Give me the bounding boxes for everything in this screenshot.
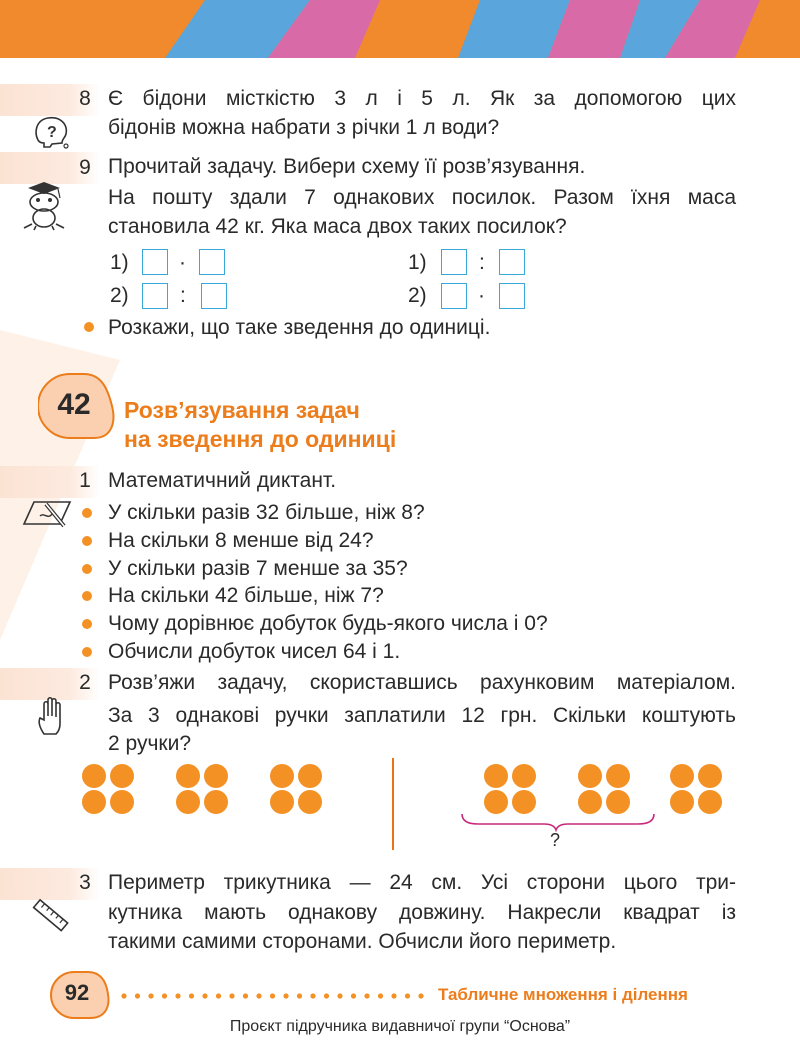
answer-box[interactable] (499, 283, 525, 309)
bullet-dot (82, 591, 92, 601)
bullet-dot (82, 619, 92, 629)
task-1-item: У скільки разів 7 менше за 35? (108, 557, 408, 580)
task-1-item: На скільки 42 більше, ніж 7? (108, 584, 384, 607)
task-9-bullet: Розкажи, що таке зведення до одиниці. (108, 316, 491, 339)
frog-graduate-icon (18, 180, 70, 232)
bullet-dot (82, 536, 92, 546)
task-1-item: На скільки 8 менше від 24? (108, 529, 374, 552)
pencil-notebook-icon (20, 494, 76, 530)
task-1-item: У скільки разів 32 більше, ніж 8? (108, 501, 425, 524)
footer-dot (324, 993, 329, 998)
footer-dot (162, 993, 167, 998)
counter-circle (176, 790, 200, 814)
counter-circle (82, 764, 106, 788)
divider-line (392, 758, 394, 850)
scheme-right-label-2: 2) (408, 284, 427, 307)
footer-dot (216, 993, 221, 998)
counter-circle (204, 764, 228, 788)
footer-dot (391, 993, 396, 998)
task-9-line-3: становила 42 кг. Яка маса двох таких посилок? (108, 215, 567, 238)
task-1-item: Обчисли добуток чисел 64 і 1. (108, 640, 401, 663)
counter-circle (270, 764, 294, 788)
task-1-item: Чому дорівнює добуток будь-якого числа і 0? (108, 612, 548, 635)
answer-box[interactable] (201, 283, 227, 309)
task-9-line-2: На пошту здали 7 однакових посилок. Разом їхня маса (108, 186, 736, 209)
footer-dot (405, 993, 410, 998)
footer-dot (310, 993, 315, 998)
scheme-right-op-2: · (478, 284, 485, 307)
header-decoration (0, 0, 800, 58)
group-brace (458, 810, 658, 832)
counter-circle (512, 764, 536, 788)
bullet-dot (82, 508, 92, 518)
footer-dot (121, 993, 126, 998)
counter-circle (298, 764, 322, 788)
counter-circle (698, 764, 722, 788)
footer-dot (256, 993, 261, 998)
counter-circle (670, 764, 694, 788)
bullet-dot (82, 564, 92, 574)
counter-circle (670, 790, 694, 814)
footer-dot (202, 993, 207, 998)
counter-circle (270, 790, 294, 814)
footer-dot (418, 993, 423, 998)
footer-dot (270, 993, 275, 998)
counter-circle (82, 790, 106, 814)
footer-dot (189, 993, 194, 998)
lesson-number: 42 (57, 388, 91, 421)
scheme-left-label-2: 2) (110, 284, 129, 307)
counter-circle (110, 790, 134, 814)
answer-box[interactable] (142, 283, 168, 309)
task-2-line-2: За 3 однакові ручки заплатили 12 грн. Скільки коштують (108, 704, 736, 727)
scheme-left-op-2: : (180, 284, 186, 307)
counter-circle (606, 764, 630, 788)
counter-circle (698, 790, 722, 814)
footer-dot (175, 993, 180, 998)
task-8-line-2: бідонів можна набрати з річки 1 л води? (108, 116, 500, 139)
lesson-title-line-1: Розв’язування задач (124, 397, 360, 423)
answer-box[interactable] (199, 249, 225, 275)
thinking-head-question-icon (32, 114, 72, 150)
counter-circle (110, 764, 134, 788)
scheme-left-op-1: · (179, 251, 186, 274)
task-3-line-2: кутника мають однакову довжину. Накресли квадрат із (108, 901, 736, 924)
hand-icon (36, 696, 70, 736)
bullet-dot (82, 647, 92, 657)
answer-box[interactable] (499, 249, 525, 275)
footer-dot (229, 993, 234, 998)
footer-dot (297, 993, 302, 998)
footer-dot (351, 993, 356, 998)
task-2-number: 2 (79, 671, 91, 694)
footer-section-title: Табличне множення і ділення (438, 985, 688, 1004)
header-band (0, 0, 800, 58)
footer-dot (135, 993, 140, 998)
task-9-line-1: Прочитай задачу. Вибери схему її розв’язування. (108, 155, 586, 178)
answer-box[interactable] (441, 249, 467, 275)
task-3-line-1: Периметр трикутника — 24 см. Усі сторони цього три- (108, 871, 736, 894)
footer-dot (364, 993, 369, 998)
task-8-number: 8 (79, 87, 91, 110)
task-3-line-3: такими самими сторонами. Обчисли його периметр. (108, 930, 617, 953)
footer-dot (378, 993, 383, 998)
footer-dot (283, 993, 288, 998)
task-9-number: 9 (79, 156, 91, 179)
counter-circle (176, 764, 200, 788)
task-3-number: 3 (79, 871, 91, 894)
scheme-right-label-1: 1) (408, 251, 427, 274)
scheme-left-label-1: 1) (110, 251, 129, 274)
task-2-line-1: Розв’яжи задачу, скориставшись рахунковим матеріалом. (108, 671, 736, 694)
footer-dots (118, 990, 438, 1002)
footer-credit: Проєкт підручника видавничої групи “Основа” (229, 1018, 571, 1035)
footer-dot (148, 993, 153, 998)
scheme-right-op-1: : (479, 251, 485, 274)
ruler-icon (30, 898, 70, 934)
task-8-line-1: Є бідони місткістю 3 л і 5 л. Як за допомогою цих (108, 87, 736, 110)
footer-dot (337, 993, 342, 998)
counter-circle (484, 764, 508, 788)
bullet-dot (84, 322, 94, 332)
task-2-line-3: 2 ручки? (108, 732, 191, 755)
answer-box[interactable] (441, 283, 467, 309)
counter-circle (204, 790, 228, 814)
brace-question-mark: ? (550, 830, 561, 850)
counter-circle (578, 764, 602, 788)
answer-box[interactable] (142, 249, 168, 275)
lesson-title-line-2: на зведення до одиниці (124, 426, 397, 452)
footer-dot (243, 993, 248, 998)
page-number: 92 (64, 980, 90, 1005)
task-1-intro: Математичний диктант. (108, 469, 337, 492)
svg-text:?: ? (47, 124, 57, 141)
counter-circle (298, 790, 322, 814)
task-1-number: 1 (79, 469, 91, 492)
